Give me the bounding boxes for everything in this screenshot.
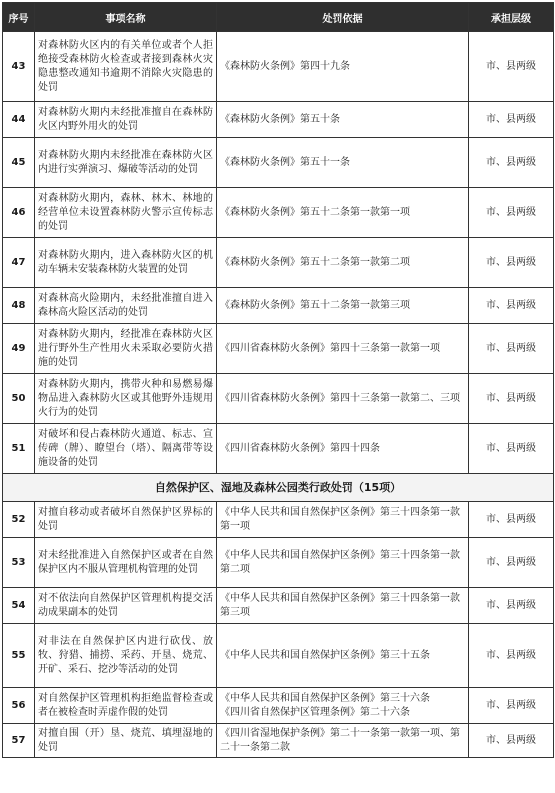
row-level: 市、县两级 [469,102,554,138]
row-level: 市、县两级 [469,188,554,238]
row-item: 对森林防火期内，森林、林木、林地的经营单位未设置森林防火警示宣传标志的处罚 [35,188,217,238]
row-level: 市、县两级 [469,538,554,588]
header-no: 序号 [3,3,35,32]
row-level: 市、县两级 [469,138,554,188]
row-item: 对森林防火区内的有关单位或者个人拒绝接受森林防火检查或者接到森林火灾隐患整改通知书逾期不消除火灾隐患的处罚 [35,32,217,102]
table-row [3,238,554,288]
row-item: 对森林高火险期内，未经批准擅自进入森林高火险区活动的处罚 [35,288,217,324]
row-no: 51 [3,424,35,474]
row-item: 对擅自围（开）垦、烧荒、填埋湿地的处罚 [35,724,217,758]
row-basis: 《四川省森林防火条例》第四十三条第一款第二、三项 [217,374,469,424]
row-basis: 《森林防火条例》第五十二条第一款第二项 [217,238,469,288]
row-basis: 《中华人民共和国自然保护区条例》第三十四条第一款第二项 [217,538,469,588]
table-row [3,32,554,102]
section-header-row [3,474,554,502]
row-no: 53 [3,538,35,588]
row-level: 市、县两级 [469,624,554,688]
row-no: 54 [3,588,35,624]
table-row [3,424,554,474]
table-row [3,724,554,758]
row-no: 50 [3,374,35,424]
table-row [3,374,554,424]
table-row [3,324,554,374]
row-level: 市、县两级 [469,424,554,474]
row-basis: 《森林防火条例》第五十一条 [217,138,469,188]
row-item: 对擅自移动或者破坏自然保护区界标的处罚 [35,502,217,538]
table-row [3,624,554,688]
table-header-row [3,3,554,32]
row-no: 55 [3,624,35,688]
row-level: 市、县两级 [469,688,554,724]
section-title: 自然保护区、湿地及森林公园类行政处罚（15项） [3,474,554,502]
row-item: 对不依法向自然保护区管理机构提交活动成果副本的处罚 [35,588,217,624]
row-level: 市、县两级 [469,374,554,424]
row-basis: 《四川省森林防火条例》第四十三条第一款第一项 [217,324,469,374]
table-row [3,102,554,138]
table-row [3,688,554,724]
row-level: 市、县两级 [469,324,554,374]
table-row [3,288,554,324]
row-item: 对未经批准进入自然保护区或者在自然保护区内不服从管理机构管理的处罚 [35,538,217,588]
table-row [3,538,554,588]
row-basis: 《森林防火条例》第四十九条 [217,32,469,102]
row-basis: 《森林防火条例》第五十二条第一款第一项 [217,188,469,238]
header-basis: 处罚依据 [217,3,469,32]
row-item: 对森林防火期内未经批准在森林防火区内进行实弹演习、爆破等活动的处罚 [35,138,217,188]
table-row [3,588,554,624]
header-level: 承担层级 [469,3,554,32]
row-no: 48 [3,288,35,324]
table-row [3,138,554,188]
row-no: 52 [3,502,35,538]
row-basis: 《中华人民共和国自然保护区条例》第三十六条 《四川省自然保护区管理条例》第二十六条 [217,688,469,724]
row-level: 市、县两级 [469,32,554,102]
row-no: 44 [3,102,35,138]
row-item: 对森林防火期内，携带火种和易燃易爆物品进入森林防火区或其他野外违规用火行为的处罚 [35,374,217,424]
row-basis: 《四川省湿地保护条例》第二十一条第一款第一项、第二十一条第二款 [217,724,469,758]
row-no: 49 [3,324,35,374]
row-basis: 《中华人民共和国自然保护区条例》第三十四条第一款第一项 [217,502,469,538]
row-basis: 《中华人民共和国自然保护区条例》第三十四条第一款第三项 [217,588,469,624]
row-item: 对森林防火期内，进入森林防火区的机动车辆未安装森林防火装置的处罚 [35,238,217,288]
row-no: 45 [3,138,35,188]
row-basis: 《森林防火条例》第五十条 [217,102,469,138]
row-level: 市、县两级 [469,238,554,288]
row-level: 市、县两级 [469,724,554,758]
row-basis: 《森林防火条例》第五十二条第一款第三项 [217,288,469,324]
row-basis: 《四川省森林防火条例》第四十四条 [217,424,469,474]
row-level: 市、县两级 [469,502,554,538]
penalty-table [2,2,554,758]
row-no: 57 [3,724,35,758]
row-no: 46 [3,188,35,238]
row-item: 对破坏和侵占森林防火通道、标志、宣传碑（牌）、瞭望台（塔）、隔离带等设施设备的处罚 [35,424,217,474]
table-row [3,502,554,538]
row-level: 市、县两级 [469,588,554,624]
table-row [3,188,554,238]
row-no: 56 [3,688,35,724]
row-basis: 《中华人民共和国自然保护区条例》第三十五条 [217,624,469,688]
row-item: 对非法在自然保护区内进行砍伐、放牧、狩猎、捕捞、采药、开垦、烧荒、开矿、采石、挖沙等活动的处罚 [35,624,217,688]
row-item: 对自然保护区管理机构拒绝监督检查或者在被检查时弄虚作假的处罚 [35,688,217,724]
row-level: 市、县两级 [469,288,554,324]
header-item: 事项名称 [35,3,217,32]
row-no: 47 [3,238,35,288]
row-no: 43 [3,32,35,102]
row-item: 对森林防火期内，经批准在森林防火区进行野外生产性用火未采取必要防火措施的处罚 [35,324,217,374]
row-item: 对森林防火期内未经批准擅自在森林防火区内野外用火的处罚 [35,102,217,138]
